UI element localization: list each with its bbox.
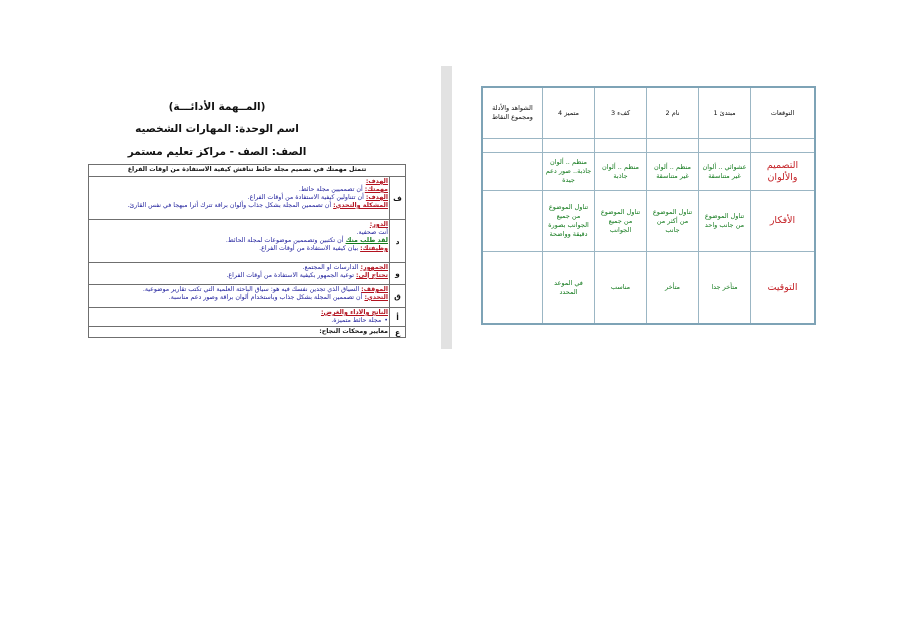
line-label: الهدف: bbox=[365, 194, 388, 201]
grade-label: الصف: الصف - مراكز تعليم مستمر bbox=[127, 146, 307, 158]
row-content bbox=[92, 178, 388, 218]
rubric-cell bbox=[483, 252, 542, 323]
rubric-header-cell: نام 2 bbox=[646, 88, 698, 139]
line-label: مهمتك: bbox=[364, 186, 388, 193]
rubric-cell: متأخر bbox=[646, 252, 698, 323]
line-text: السياق الذي تجدين نفسك فيه هو: سياق الباحثة العلمية التي تكتب تقارير موضوعية. bbox=[142, 286, 360, 293]
rubric-spacer-cell bbox=[750, 139, 814, 153]
rubric-spacer-cell bbox=[646, 139, 698, 153]
row-letter: د bbox=[389, 220, 405, 262]
line-label: تحتاج إلى: bbox=[356, 272, 388, 279]
row-content bbox=[92, 264, 388, 283]
bullet-icon: • bbox=[384, 317, 388, 324]
line-label: الجمهور: bbox=[360, 264, 388, 271]
rubric-cell: في الموعد المحدد bbox=[542, 252, 594, 323]
criterion-ideas: الأفكار bbox=[750, 191, 814, 252]
line-label: المشكلة والتحدي: bbox=[333, 202, 388, 209]
rubric-cell: منظم .. ألوان غير متناسقة bbox=[646, 153, 698, 191]
task-row-product bbox=[89, 308, 405, 327]
task-table bbox=[88, 164, 406, 338]
task-row-situation bbox=[89, 285, 405, 308]
page-divider bbox=[441, 66, 452, 349]
row-content bbox=[92, 221, 388, 261]
line-text: توعية الجمهور بكيفية الاستفادة من أوقات الفراغ. bbox=[226, 272, 354, 279]
line-label: التحدي: bbox=[364, 294, 388, 301]
row-letter: ع bbox=[389, 327, 405, 337]
criterion-design: التصميم والألوان bbox=[750, 153, 814, 191]
task-row-role bbox=[89, 220, 405, 263]
task-title: (المــهمة الأدائـــة) bbox=[168, 101, 266, 113]
rubric-header-cell: كفء 3 bbox=[594, 88, 646, 139]
row-letter: ف bbox=[389, 177, 405, 219]
line-text: معايير ومحكات النجاح: bbox=[319, 328, 388, 335]
rubric-header-cell: التوقعات bbox=[750, 88, 814, 139]
row-content bbox=[92, 328, 388, 336]
row-letter: و bbox=[389, 263, 405, 284]
rubric-cell: مناسب bbox=[594, 252, 646, 323]
line-text: أن تصمميين مجلة حائط. bbox=[298, 186, 363, 193]
task-row-goal bbox=[89, 177, 405, 220]
task-row-criteria bbox=[89, 327, 405, 337]
task-row-audience bbox=[89, 263, 405, 285]
rubric-cell: منظم .. ألوان جاذبة bbox=[594, 153, 646, 191]
line-label: الهدف: bbox=[365, 178, 388, 185]
unit-name: اسم الوحدة: المهارات الشخصيه bbox=[135, 123, 299, 135]
row-content bbox=[92, 309, 388, 325]
row-letter: ق bbox=[389, 285, 405, 307]
rubric-table bbox=[481, 86, 816, 325]
rubric-spacer-cell bbox=[594, 139, 646, 153]
rubric-cell bbox=[483, 191, 542, 252]
rubric-spacer-cell bbox=[542, 139, 594, 153]
line-label: الدور: bbox=[369, 221, 388, 228]
line-label: لقد طلب منك bbox=[345, 237, 388, 244]
row-content bbox=[92, 286, 388, 306]
row-letter: أ bbox=[389, 308, 405, 326]
line-text: الدارسات أو المجتمع. bbox=[302, 264, 359, 271]
rubric-cell bbox=[483, 153, 542, 191]
rubric-cell: منظم .. ألوان جاذبة.. صور دعم جيدة bbox=[542, 153, 594, 191]
line-label: وظيفتك: bbox=[360, 245, 388, 252]
rubric-spacer-cell bbox=[698, 139, 750, 153]
rubric-cell: تناول الموضوع من جميع الجوانب بصورة دقيقة وواضحة bbox=[542, 191, 594, 252]
rubric-cell: متأخر جدا bbox=[698, 252, 750, 323]
rubric-header-cell: الشواهد والأدلة ومجموع النقاط bbox=[483, 88, 542, 139]
criterion-timing: التوقيت bbox=[750, 252, 814, 323]
line-text: بيان كيفية الاستفادة من أوقات الفراغ. bbox=[259, 245, 359, 252]
rubric-cell: تناول الموضوع من جانب واحد bbox=[698, 191, 750, 252]
task-intro-row bbox=[89, 165, 405, 177]
rubric-cell: تناول الموضوع من أكثر من جانب bbox=[646, 191, 698, 252]
line-text: أنت صحفية. bbox=[356, 229, 388, 236]
rubric-header-cell: مبتدئ 1 bbox=[698, 88, 750, 139]
rubric-cell: تناول الموضوع من جميع الجوانب bbox=[594, 191, 646, 252]
task-intro: تتمثل مهمتك في تصميم مجلة حائط تناقش كيفية الاستفادة من أوقات الفراغ bbox=[127, 166, 367, 173]
rubric-spacer-cell bbox=[483, 139, 542, 153]
line-text: أن تكتبين وتصممين موضوعات لمجلة الحائط. bbox=[225, 237, 344, 244]
line-label: الموقف: bbox=[361, 286, 388, 293]
line-text: مجلة حائط متميزة. bbox=[331, 317, 382, 324]
line-text: أن تصممين المجلة بشكل جذاب وباستخدام ألوان براقة وصور دعم مناسبة. bbox=[168, 294, 363, 301]
line-label: الناتج والأداء والغرض: bbox=[320, 309, 388, 316]
rubric-cell: عشوائي .. ألوان غير متناسقة bbox=[698, 153, 750, 191]
rubric-header-cell: متميز 4 bbox=[542, 88, 594, 139]
line-text: أن تتناولين كيفية الاستفادة من أوقات الفراغ. bbox=[247, 194, 364, 201]
line-text: أن تصممين المجلة بشكل جذاب وألوان براقة تترك أثرا مبهجا في نفس القارئ. bbox=[127, 202, 332, 209]
